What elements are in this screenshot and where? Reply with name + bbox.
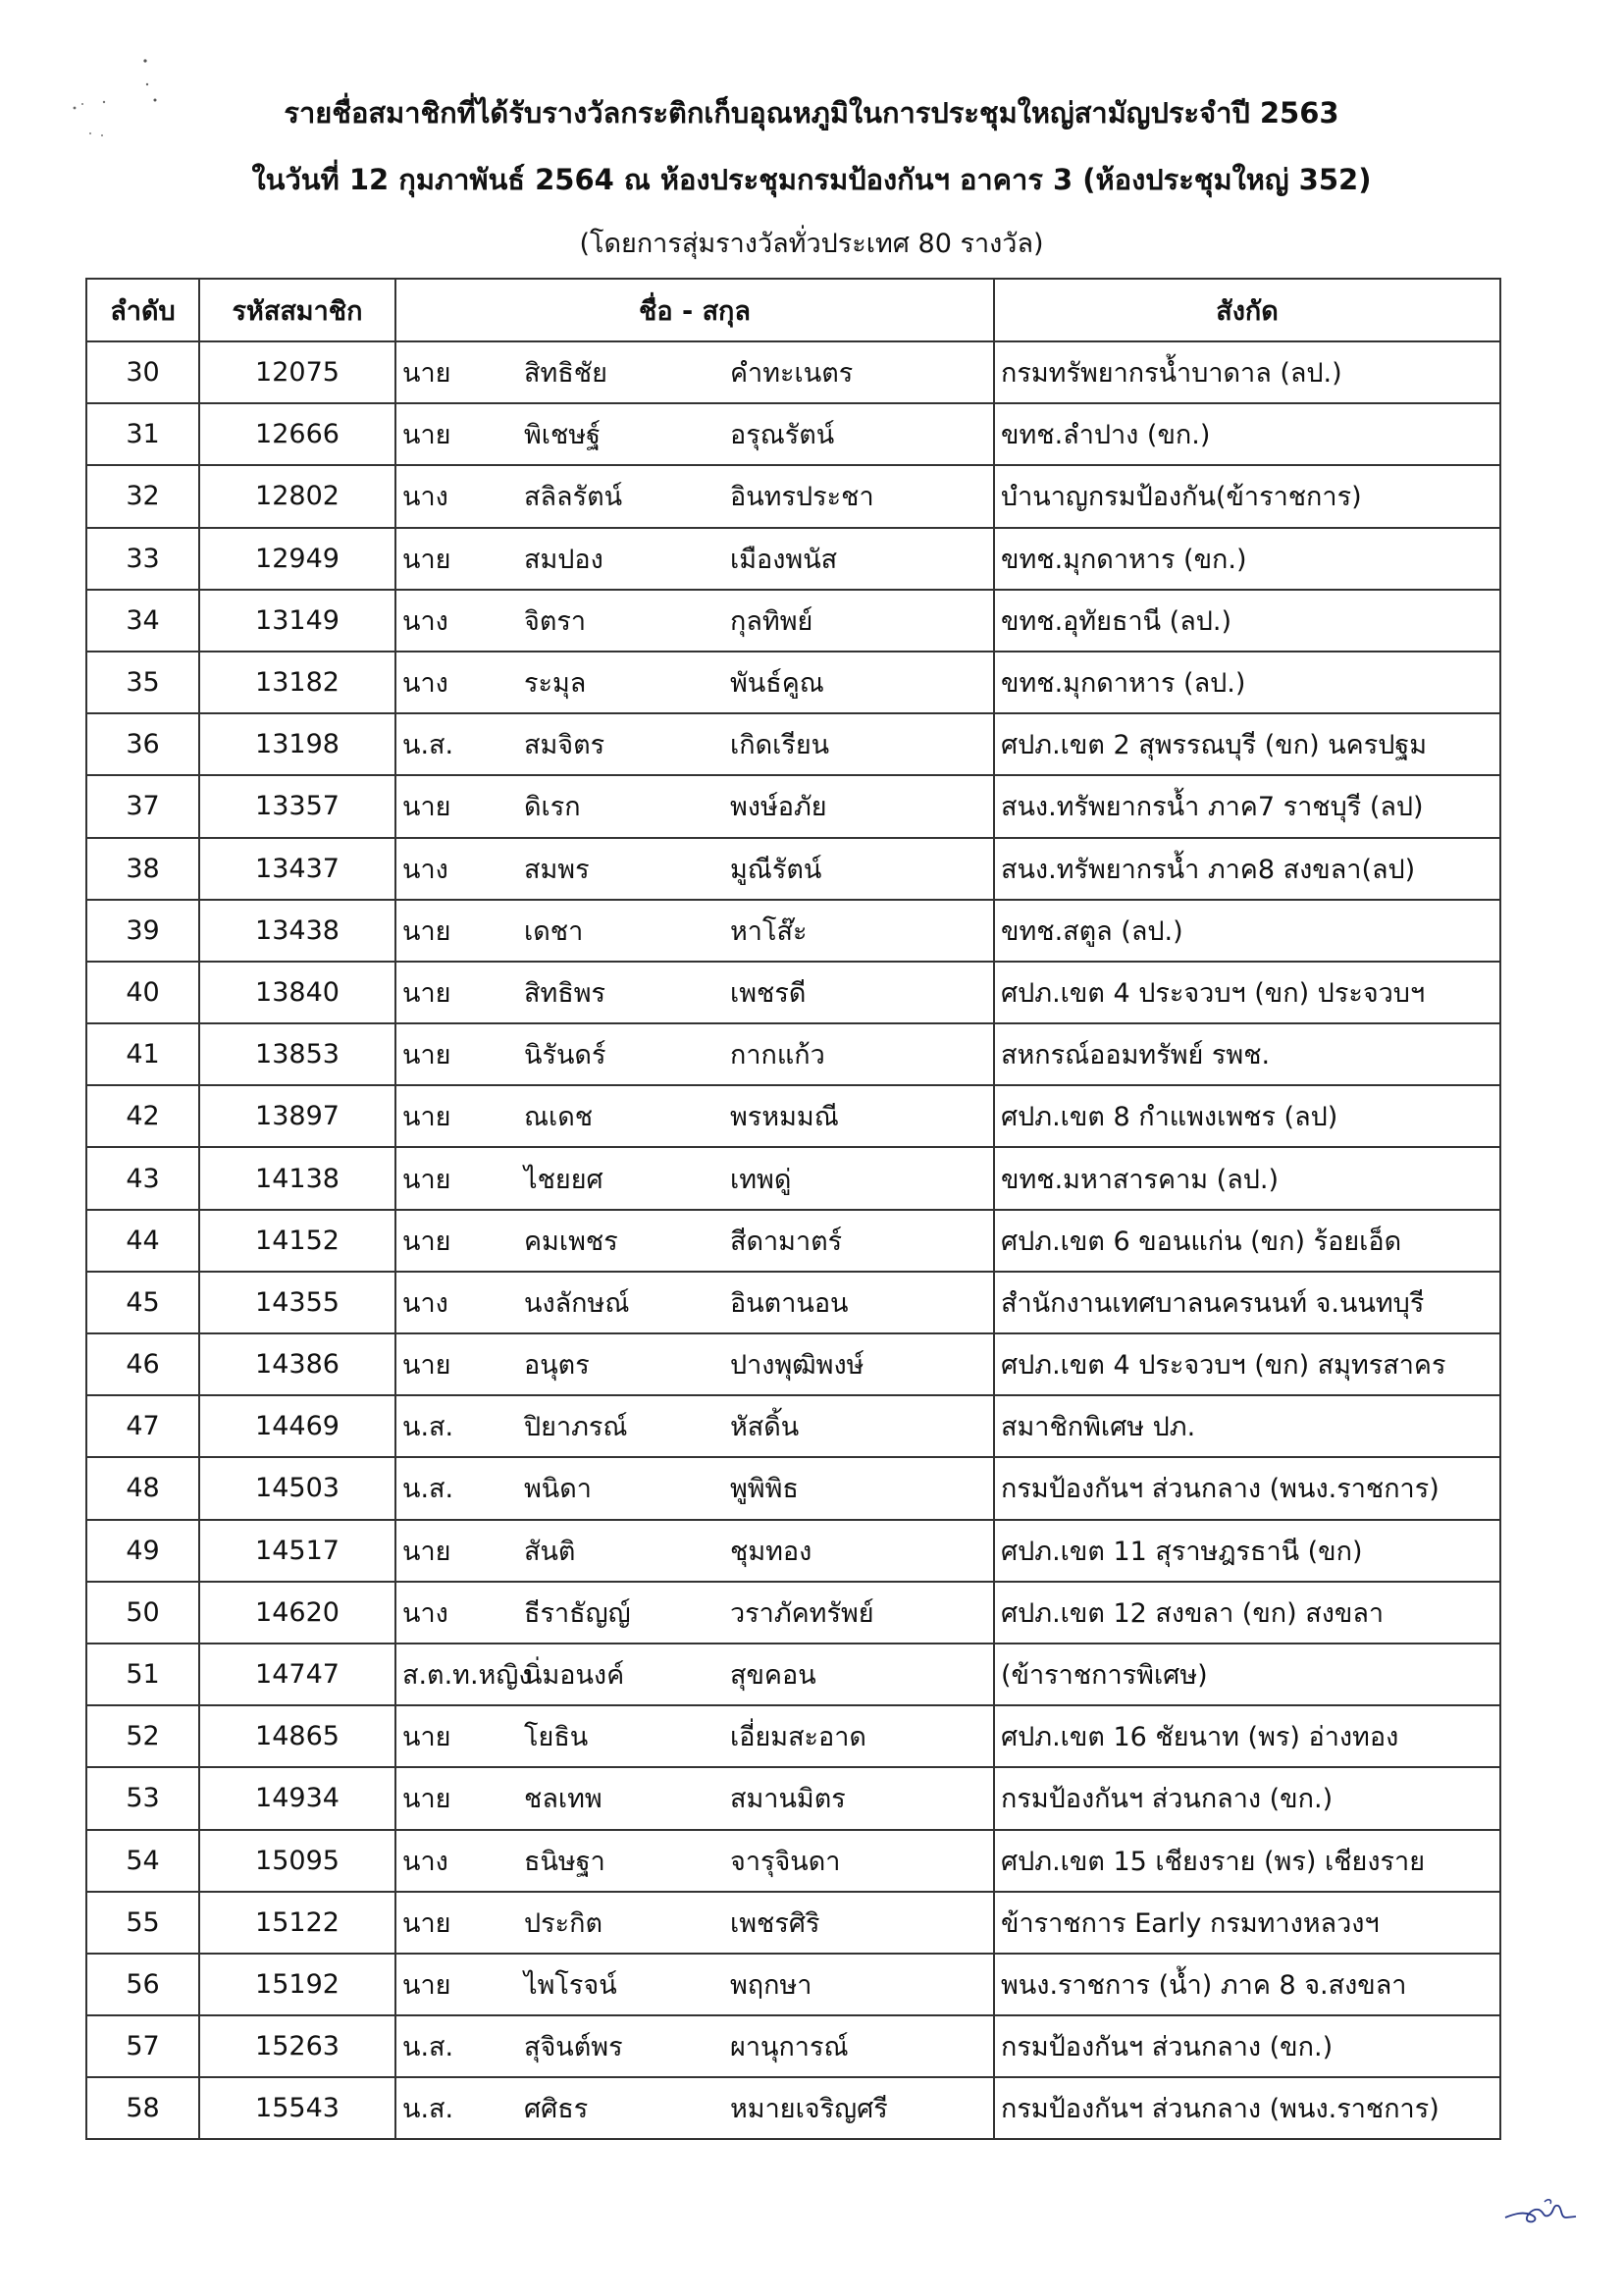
- row-no: 40: [86, 962, 199, 1023]
- row-last-name: หมายเจริญศรี: [730, 2094, 888, 2125]
- header-no: ลำดับ: [86, 279, 199, 341]
- row-affiliation: สนง.ทรัพยากรน้ำ ภาค7 ราชบุรี (ลป): [994, 775, 1500, 837]
- row-name: [395, 962, 994, 1023]
- row-last-name: พงษ์อภัย: [730, 792, 827, 823]
- row-prefix: นาง: [402, 482, 448, 513]
- row-no: 30: [86, 341, 199, 403]
- table-row: [86, 465, 1500, 527]
- row-last-name: เกิดเรียน: [730, 730, 830, 761]
- table-row: [86, 2077, 1500, 2139]
- row-affiliation: บำนาญกรมป้องกัน(ข้าราชการ): [994, 465, 1500, 527]
- table-row: [86, 1892, 1500, 1954]
- row-prefix: นาย: [402, 420, 451, 451]
- row-first-name: นงลักษณ์: [524, 1287, 630, 1319]
- document-title-line2: ในวันที่ 12 กุมภาพันธ์ 2564 ณ ห้องประชุมกรมป้องกันฯ อาคาร 3 (ห้องประชุมใหญ่ 352): [251, 163, 1372, 196]
- row-last-name: หาโส๊ะ: [730, 915, 808, 947]
- table-row: [86, 775, 1500, 837]
- row-last-name: พูพิพิธ: [730, 1474, 799, 1505]
- row-last-name: กุลทิพย์: [730, 605, 813, 637]
- row-first-name: คมเพชร: [524, 1226, 618, 1257]
- row-member-id: 14620: [199, 1582, 395, 1644]
- row-last-name: สุขคอน: [730, 1660, 816, 1692]
- row-affiliation: ข้าราชการ Early กรมทางหลวงฯ: [994, 1892, 1500, 1954]
- row-no: 55: [86, 1892, 199, 1954]
- signature-icon: [1501, 2188, 1580, 2227]
- row-member-id: 14152: [199, 1210, 395, 1272]
- row-name: [395, 1830, 994, 1892]
- row-member-id: 13182: [199, 652, 395, 713]
- row-prefix: น.ส.: [402, 1412, 454, 1443]
- row-no: 43: [86, 1147, 199, 1209]
- row-name: [395, 2015, 994, 2077]
- row-prefix: ส.ต.ท.หญิง: [402, 1660, 532, 1692]
- row-member-id: 14469: [199, 1395, 395, 1457]
- table-row: [86, 1272, 1500, 1333]
- row-first-name: สันติ: [524, 1536, 576, 1567]
- row-name: [395, 1582, 994, 1644]
- row-first-name: สมจิตร: [524, 730, 605, 761]
- row-affiliation: ขทช.มุกดาหาร (ลป.): [994, 652, 1500, 713]
- header-name: ชื่อ - สกุล: [395, 279, 994, 341]
- table-row: [86, 1767, 1500, 1829]
- row-last-name: ผานุการณ์: [730, 2032, 849, 2063]
- row-name: [395, 1272, 994, 1333]
- row-name: [395, 590, 994, 652]
- row-name: [395, 713, 994, 775]
- row-no: 35: [86, 652, 199, 713]
- row-affiliation: ขทช.มหาสารคาม (ลป.): [994, 1147, 1500, 1209]
- row-affiliation: (ข้าราชการพิเศษ): [994, 1644, 1500, 1705]
- row-affiliation: ศปภ.เขต 15 เชียงราย (พร) เชียงราย: [994, 1830, 1500, 1892]
- row-member-id: 15122: [199, 1892, 395, 1954]
- header-member-id: รหัสสมาชิก: [199, 279, 395, 341]
- row-name: [395, 900, 994, 962]
- row-prefix: นาย: [402, 915, 451, 947]
- row-affiliation: ขทช.ลำปาง (ขก.): [994, 403, 1500, 465]
- row-last-name: อินตานอน: [730, 1287, 849, 1319]
- row-no: 56: [86, 1954, 199, 2015]
- row-no: 39: [86, 900, 199, 962]
- row-last-name: คำทะเนตร: [730, 358, 854, 390]
- row-name: [395, 2077, 994, 2139]
- row-name: [395, 1767, 994, 1829]
- row-affiliation: สมาชิกพิเศษ ปภ.: [994, 1395, 1500, 1457]
- row-affiliation: ขทช.อุทัยธานี (ลป.): [994, 590, 1500, 652]
- row-no: 42: [86, 1085, 199, 1147]
- row-name: [395, 652, 994, 713]
- document-subtitle: (โดยการสุ่มรางวัลทั่วประเทศ 80 รางวัล): [579, 229, 1044, 259]
- row-member-id: 13149: [199, 590, 395, 652]
- row-prefix: น.ส.: [402, 1474, 454, 1505]
- table-row: [86, 713, 1500, 775]
- row-affiliation: ศปภ.เขต 12 สงขลา (ขก) สงขลา: [994, 1582, 1500, 1644]
- row-affiliation: ศปภ.เขต 4 ประจวบฯ (ขก) ประจวบฯ: [994, 962, 1500, 1023]
- row-name: [395, 1644, 994, 1705]
- table-header-row: [86, 279, 1500, 341]
- row-no: 48: [86, 1457, 199, 1519]
- row-last-name: อรุณรัตน์: [730, 420, 835, 451]
- row-affiliation: ศปภ.เขต 8 กำแพงเพชร (ลป): [994, 1085, 1500, 1147]
- row-last-name: สีดามาตร์: [730, 1226, 843, 1257]
- row-affiliation: สนง.ทรัพยากรน้ำ ภาค8 สงขลา(ลป): [994, 838, 1500, 900]
- row-member-id: 14934: [199, 1767, 395, 1829]
- row-name: [395, 838, 994, 900]
- row-last-name: พันธ์คูณ: [730, 668, 824, 700]
- row-no: 47: [86, 1395, 199, 1457]
- row-affiliation: สำนักงานเทศบาลนครนนท์ จ.นนทบุรี: [994, 1272, 1500, 1333]
- row-member-id: 14355: [199, 1272, 395, 1333]
- row-prefix: น.ส.: [402, 2032, 454, 2063]
- row-affiliation: ศปภ.เขต 6 ขอนแก่น (ขก) ร้อยเอ็ด: [994, 1210, 1500, 1272]
- row-member-id: 15543: [199, 2077, 395, 2139]
- row-last-name: เอี่ยมสะอาด: [730, 1722, 866, 1753]
- row-no: 49: [86, 1520, 199, 1582]
- row-last-name: เพชรดี: [730, 977, 807, 1009]
- row-prefix: น.ส.: [402, 730, 454, 761]
- row-no: 44: [86, 1210, 199, 1272]
- row-prefix: นาง: [402, 605, 448, 637]
- row-no: 38: [86, 838, 199, 900]
- row-no: 53: [86, 1767, 199, 1829]
- table-row: [86, 1333, 1500, 1395]
- row-no: 45: [86, 1272, 199, 1333]
- row-first-name: ธีราธัญญ์: [524, 1597, 631, 1629]
- table-row: [86, 1705, 1500, 1767]
- row-last-name: ปางพุฒิพงษ์: [730, 1350, 864, 1382]
- row-first-name: ระมุล: [524, 668, 587, 700]
- table-row: [86, 2015, 1500, 2077]
- table-row: [86, 1457, 1500, 1519]
- table-row: [86, 1830, 1500, 1892]
- row-name: [395, 1954, 994, 2015]
- row-name: [395, 1147, 994, 1209]
- table-row: [86, 1085, 1500, 1147]
- row-prefix: นาย: [402, 1164, 451, 1195]
- row-first-name: ธนิษฐา: [524, 1846, 605, 1877]
- row-first-name: โยธิน: [524, 1722, 589, 1753]
- table-row: [86, 1954, 1500, 2015]
- row-affiliation: ขทช.สตูล (ลป.): [994, 900, 1500, 962]
- row-first-name: ชลเทพ: [524, 1784, 602, 1815]
- row-no: 58: [86, 2077, 199, 2139]
- row-first-name: นิ่มอนงค์: [524, 1660, 625, 1692]
- row-member-id: 15192: [199, 1954, 395, 2015]
- row-affiliation: ขทช.มุกดาหาร (ขก.): [994, 528, 1500, 590]
- row-last-name: สมานมิตร: [730, 1784, 846, 1815]
- row-last-name: อินทรประชา: [730, 482, 874, 513]
- row-no: 54: [86, 1830, 199, 1892]
- row-member-id: 15095: [199, 1830, 395, 1892]
- row-prefix: นาง: [402, 1846, 448, 1877]
- table-row: [86, 341, 1500, 403]
- row-first-name: ไชยยศ: [524, 1164, 603, 1195]
- row-first-name: สมปอง: [524, 544, 603, 575]
- table-row: [86, 1395, 1500, 1457]
- document-title: รายชื่อสมาชิกที่ได้รับรางวัลกระติกเก็บอุณหภูมิในการประชุมใหญ่สามัญประจำปี 2563: [284, 96, 1339, 130]
- row-prefix: นาย: [402, 1536, 451, 1567]
- row-prefix: นาย: [402, 1969, 451, 2001]
- row-last-name: ชุมทอง: [730, 1536, 812, 1567]
- row-last-name: พรหมมณี: [730, 1102, 839, 1133]
- row-first-name: นิรันดร์: [524, 1040, 606, 1071]
- row-name: [395, 1457, 994, 1519]
- table-row: [86, 1582, 1500, 1644]
- row-first-name: อนุตร: [524, 1350, 590, 1382]
- row-name: [395, 1395, 994, 1457]
- row-first-name: พนิดา: [524, 1474, 592, 1505]
- row-member-id: 12075: [199, 341, 395, 403]
- row-member-id: 13357: [199, 775, 395, 837]
- row-affiliation: ศปภ.เขต 2 สุพรรณบุรี (ขก) นครปฐม: [994, 713, 1500, 775]
- row-prefix: นาย: [402, 977, 451, 1009]
- row-first-name: ศศิธร: [524, 2094, 589, 2125]
- row-name: [395, 341, 994, 403]
- row-member-id: 13438: [199, 900, 395, 962]
- table-row: [86, 1520, 1500, 1582]
- row-name: [395, 1210, 994, 1272]
- row-affiliation: กรมป้องกันฯ ส่วนกลาง (ขก.): [994, 1767, 1500, 1829]
- table-row: [86, 900, 1500, 962]
- row-prefix: นาย: [402, 1102, 451, 1133]
- row-affiliation: ศปภ.เขต 11 สุราษฎรธานี (ขก): [994, 1520, 1500, 1582]
- row-last-name: พฤกษา: [730, 1969, 812, 2001]
- row-prefix: นาย: [402, 358, 451, 390]
- row-member-id: 13853: [199, 1023, 395, 1085]
- row-first-name: ณเดช: [524, 1102, 594, 1133]
- row-member-id: 12802: [199, 465, 395, 527]
- row-last-name: เมืองพนัส: [730, 544, 838, 575]
- table-row: [86, 1023, 1500, 1085]
- row-member-id: 14386: [199, 1333, 395, 1395]
- row-member-id: 13198: [199, 713, 395, 775]
- row-name: [395, 465, 994, 527]
- row-first-name: สุจินต์พร: [524, 2032, 623, 2063]
- row-no: 37: [86, 775, 199, 837]
- row-member-id: 14517: [199, 1520, 395, 1582]
- row-member-id: 14747: [199, 1644, 395, 1705]
- row-member-id: 14503: [199, 1457, 395, 1519]
- row-last-name: กากแก้ว: [730, 1040, 825, 1071]
- row-prefix: นาย: [402, 1226, 451, 1257]
- row-member-id: 14865: [199, 1705, 395, 1767]
- table-row: [86, 590, 1500, 652]
- row-affiliation: กรมป้องกันฯ ส่วนกลาง (ขก.): [994, 2015, 1500, 2077]
- row-prefix: นาย: [402, 544, 451, 575]
- row-name: [395, 1333, 994, 1395]
- row-no: 57: [86, 2015, 199, 2077]
- row-last-name: หัสดิ้น: [730, 1412, 800, 1443]
- table-row: [86, 1210, 1500, 1272]
- row-affiliation: กรมทรัพยากรน้ำบาดาล (ลป.): [994, 341, 1500, 403]
- row-affiliation: ศปภ.เขต 16 ชัยนาท (พร) อ่างทอง: [994, 1705, 1500, 1767]
- row-prefix: นาย: [402, 1040, 451, 1071]
- row-no: 32: [86, 465, 199, 527]
- row-name: [395, 1023, 994, 1085]
- row-first-name: สิทธิพร: [524, 977, 606, 1009]
- row-member-id: 13897: [199, 1085, 395, 1147]
- table-row: [86, 962, 1500, 1023]
- row-prefix: นาย: [402, 792, 451, 823]
- row-no: 46: [86, 1333, 199, 1395]
- row-member-id: 15263: [199, 2015, 395, 2077]
- row-prefix: นาง: [402, 854, 448, 885]
- table-row: [86, 1644, 1500, 1705]
- row-no: 33: [86, 528, 199, 590]
- row-prefix: นาย: [402, 1722, 451, 1753]
- row-name: [395, 1892, 994, 1954]
- row-no: 41: [86, 1023, 199, 1085]
- row-member-id: 12949: [199, 528, 395, 590]
- row-first-name: ดิเรก: [524, 792, 581, 823]
- row-member-id: 12666: [199, 403, 395, 465]
- row-name: [395, 1705, 994, 1767]
- row-last-name: เทพดู่: [730, 1164, 792, 1195]
- row-first-name: สลิลรัตน์: [524, 482, 623, 513]
- table-row: [86, 528, 1500, 590]
- row-no: 34: [86, 590, 199, 652]
- row-prefix: นาง: [402, 1287, 448, 1319]
- row-prefix: นาง: [402, 1597, 448, 1629]
- row-prefix: นาย: [402, 1907, 451, 1939]
- row-name: [395, 403, 994, 465]
- row-first-name: เดชา: [524, 915, 584, 947]
- row-no: 36: [86, 713, 199, 775]
- row-affiliation: สหกรณ์ออมทรัพย์ รพช.: [994, 1023, 1500, 1085]
- row-last-name: จารุจินดา: [730, 1846, 841, 1877]
- row-name: [395, 775, 994, 837]
- row-first-name: สิทธิชัย: [524, 358, 607, 390]
- row-last-name: มูณีรัตน์: [730, 854, 822, 885]
- row-prefix: นาย: [402, 1350, 451, 1382]
- row-member-id: 13840: [199, 962, 395, 1023]
- row-no: 50: [86, 1582, 199, 1644]
- row-first-name: พิเชษฐ์: [524, 420, 602, 451]
- row-prefix: น.ส.: [402, 2094, 454, 2125]
- row-no: 31: [86, 403, 199, 465]
- row-first-name: ปิยาภรณ์: [524, 1412, 628, 1443]
- winners-table: [85, 278, 1501, 2140]
- row-last-name: วราภัคทรัพย์: [730, 1597, 874, 1629]
- row-first-name: ประกิต: [524, 1907, 603, 1939]
- row-first-name: สมพร: [524, 854, 590, 885]
- row-member-id: 14138: [199, 1147, 395, 1209]
- row-prefix: นาย: [402, 1784, 451, 1815]
- row-name: [395, 528, 994, 590]
- row-no: 52: [86, 1705, 199, 1767]
- table-row: [86, 838, 1500, 900]
- row-affiliation: ศปภ.เขต 4 ประจวบฯ (ขก) สมุทรสาคร: [994, 1333, 1500, 1395]
- row-affiliation: กรมป้องกันฯ ส่วนกลาง (พนง.ราชการ): [994, 1457, 1500, 1519]
- row-member-id: 13437: [199, 838, 395, 900]
- row-first-name: ไพโรจน์: [524, 1969, 617, 2001]
- table-row: [86, 652, 1500, 713]
- row-last-name: เพชรศิริ: [730, 1907, 820, 1939]
- row-affiliation: กรมป้องกันฯ ส่วนกลาง (พนง.ราชการ): [994, 2077, 1500, 2139]
- row-name: [395, 1085, 994, 1147]
- table-row: [86, 1147, 1500, 1209]
- row-name: [395, 1520, 994, 1582]
- header-affiliation: สังกัด: [994, 279, 1500, 341]
- table-row: [86, 403, 1500, 465]
- row-first-name: จิตรา: [524, 605, 587, 637]
- row-affiliation: พนง.ราชการ (น้ำ) ภาค 8 จ.สงขลา: [994, 1954, 1500, 2015]
- row-no: 51: [86, 1644, 199, 1705]
- row-prefix: นาง: [402, 668, 448, 700]
